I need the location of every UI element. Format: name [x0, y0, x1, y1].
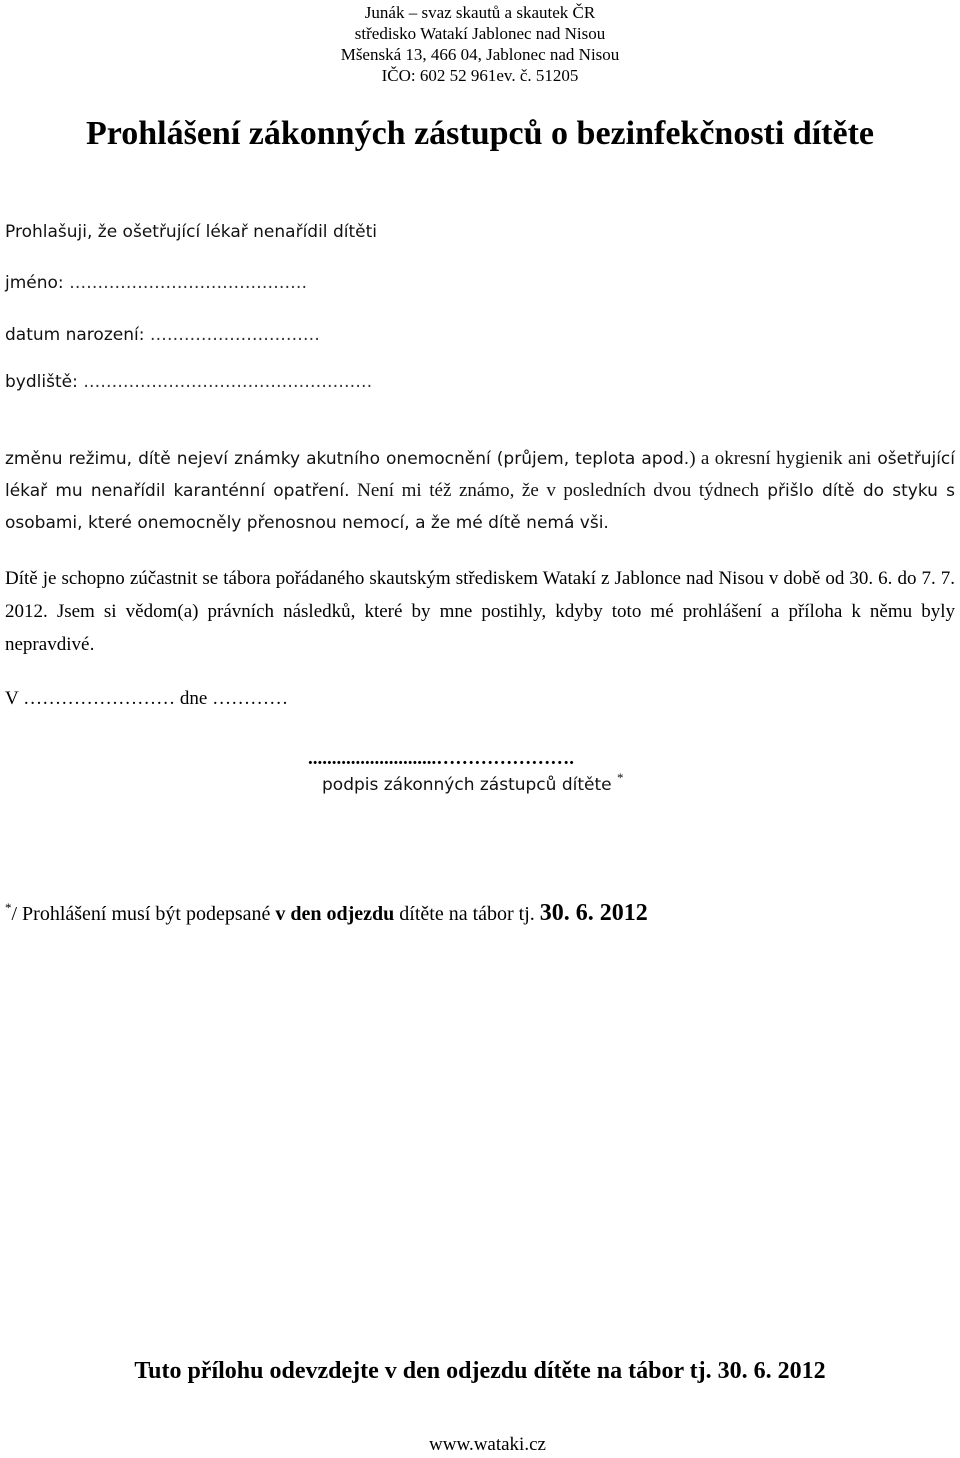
- health-declaration-paragraph: [5, 443, 955, 539]
- health-text-part3: ošetřující lékař mu nenařídil karanténní opatření.: [5, 449, 955, 501]
- name-blank: ……………………………………: [69, 273, 308, 293]
- footnote-text-middle: dítěte na tábor tj.: [394, 903, 540, 925]
- address-label: bydliště:: [5, 372, 78, 392]
- place-blank: ……………………: [23, 688, 176, 709]
- address-blank: ……………………………………………: [83, 372, 373, 392]
- place-label: V: [5, 688, 19, 709]
- signature-asterisk: *: [617, 770, 624, 785]
- footnote: [5, 900, 648, 927]
- health-text-part1: změnu režimu, dítě nejeví známky akutního onemocnění (průjem, teplota apod.: [5, 449, 690, 469]
- submission-instruction: Tuto přílohu odevzdejte v den odjezdu dítěte na tábor tj. 30. 6. 2012: [134, 1358, 826, 1384]
- header-line-registration: IČO: 602 52 961ev. č. 51205: [381, 66, 579, 85]
- organization-header: [0, 2, 960, 86]
- header-line-branch: středisko Watakí Jablonec nad Nisou: [354, 24, 606, 43]
- birthdate-label: datum narození:: [5, 325, 145, 345]
- address-field: [5, 372, 372, 392]
- document-title: Prohlášení zákonných zástupců o bezinfekčnosti dítěte: [85, 115, 874, 152]
- camp-participation-paragraph: [5, 562, 955, 662]
- health-text-part4: Není mi též známo, že v posledních dvou týdnech: [349, 480, 760, 501]
- header-line-address: Mšenská 13, 466 04, Jablonec nad Nisou: [340, 45, 620, 64]
- birthdate-blank: …………………………: [149, 325, 320, 345]
- name-label: jméno:: [5, 273, 64, 293]
- camp-text-end: .: [89, 635, 95, 655]
- date-blank: …………: [212, 688, 289, 709]
- signature-label: [322, 770, 624, 795]
- footnote-bold-text: v den odjezdu: [275, 903, 395, 925]
- camp-text: Dítě je schopno zúčastnit se tábora pořádaného skautským střediskem Watakí z Jablonce nad Nisou v době od 30. 6. do 7. 7. 2012. Jsem si vědom(a) právních následků, které by mne postihly, kdyby toto mé prohlášení a příloha k němu byly nepravdivé: [5, 568, 955, 655]
- intro-statement: Prohlašuji, že ošetřující lékař nenařídil dítěti: [5, 222, 377, 242]
- signature-blank: ...........................………………….: [308, 748, 574, 769]
- website-url: www.wataki.cz: [429, 1434, 546, 1455]
- health-text-part5: přišlo dítě do styku s osobami, které onemocněly přenosnou nemocí, a že mé dítě nemá vši.: [5, 481, 955, 533]
- signature-label-text: podpis zákonných zástupců dítěte: [322, 775, 612, 795]
- name-field: [5, 273, 307, 293]
- health-text-part2: ) a okresní hygienik ani: [689, 448, 872, 469]
- header-line-organization: Junák – svaz skautů a skautek ČR: [364, 3, 596, 22]
- footnote-date: 30. 6. 2012: [539, 900, 648, 926]
- footnote-text-start: / Prohlášení musí být podepsané: [11, 903, 276, 925]
- date-label: dne: [179, 688, 208, 709]
- place-date-line: [5, 688, 288, 710]
- footnote-asterisk: *: [5, 900, 12, 915]
- birthdate-field: [5, 325, 320, 345]
